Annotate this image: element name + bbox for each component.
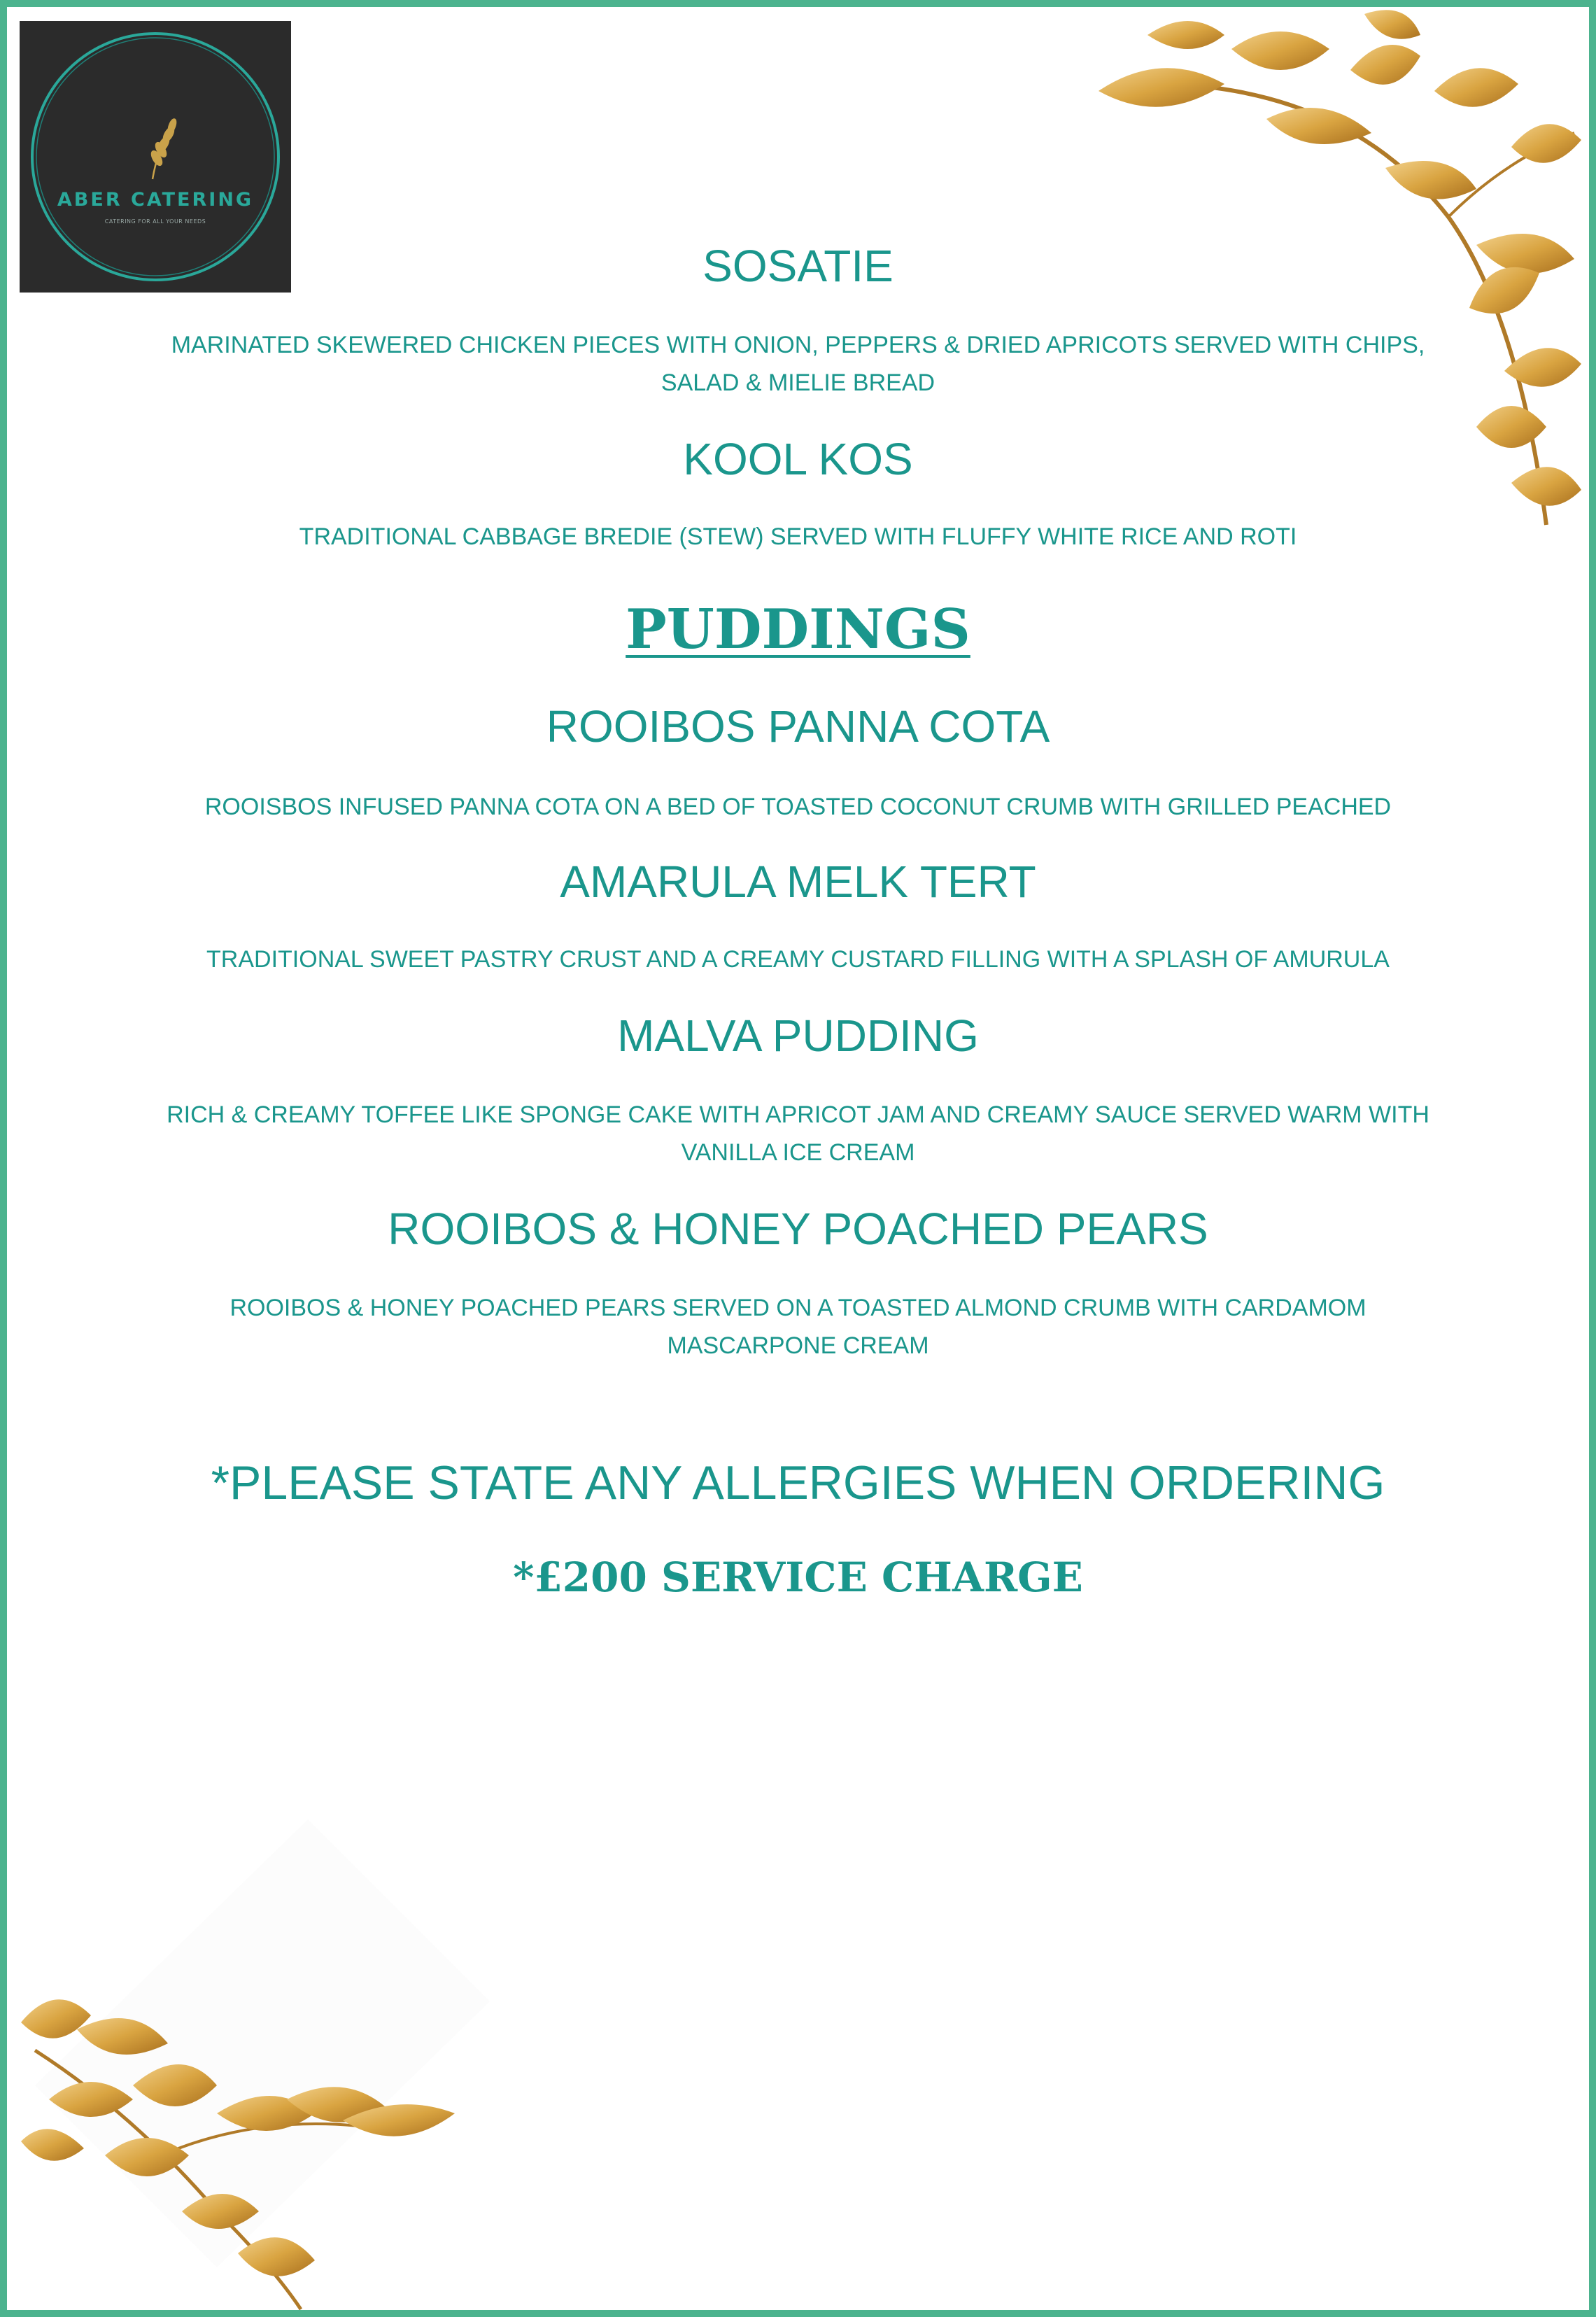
dish-name-amarula-melk-tert: AMARULA MELK TERT (560, 857, 1036, 907)
dish-description-kool-kos: TRADITIONAL CABBAGE BREDIE (STEW) SERVED WITH FLUFFY WHITE RICE AND ROTI (299, 523, 1297, 550)
dish-description-malva-pudding: RICH & CREAMY TOFFEE LIKE SPONGE CAKE WITH APRICOT JAM AND CREAMY SAUCE SERVED WARM WITH VANILLA ICE CREAM (167, 1101, 1429, 1166)
logo-title: ABER CATERING (57, 189, 254, 211)
dish-description-rooibos-panna-cota: ROOISBOS INFUSED PANNA COTA ON A BED OF TOASTED COCONUT CRUMB WITH GRILLED PEACHED (204, 794, 1392, 820)
wheat-icon (150, 118, 177, 179)
dish-description-rooibos-honey-poached-pears: ROOIBOS & HONEY POACHED PEARS SERVED ON A TOASTED ALMOND CRUMB WITH CARDAMOM MASCARPONE CREAM (229, 1295, 1367, 1359)
gold-leaves-bottom-icon (7, 1819, 490, 2310)
dish-name-sosatie: SOSATIE (702, 241, 894, 291)
dish-description-sosatie: MARINATED SKEWERED CHICKEN PIECES WITH ONION, PEPPERS & DRIED APRICOTS SERVED WITH CHIPS, SALAD & MIELIE BREAD (171, 332, 1425, 396)
dish-name-rooibos-honey-poached-pears: ROOIBOS & HONEY POACHED PEARS (388, 1204, 1208, 1254)
dish-description-amarula-melk-tert: TRADITIONAL SWEET PASTRY CRUST AND A CREAMY CUSTARD FILLING WITH A SPLASH OF AMURULA (206, 946, 1390, 973)
allergy-notice: *PLEASE STATE ANY ALLERGIES WHEN ORDERING (211, 1456, 1385, 1509)
dish-name-malva-pudding: MALVA PUDDING (617, 1010, 979, 1061)
puddings-heading: PUDDINGS (626, 598, 970, 661)
dish-name-rooibos-panna-cota: ROOIBOS PANNA COTA (546, 701, 1050, 752)
dish-name-kool-kos: KOOL KOS (683, 434, 913, 484)
service-charge-notice: *£200 SERVICE CHARGE (513, 1554, 1083, 1601)
logo-subtitle: CATERING FOR ALL YOUR NEEDS (104, 218, 206, 225)
